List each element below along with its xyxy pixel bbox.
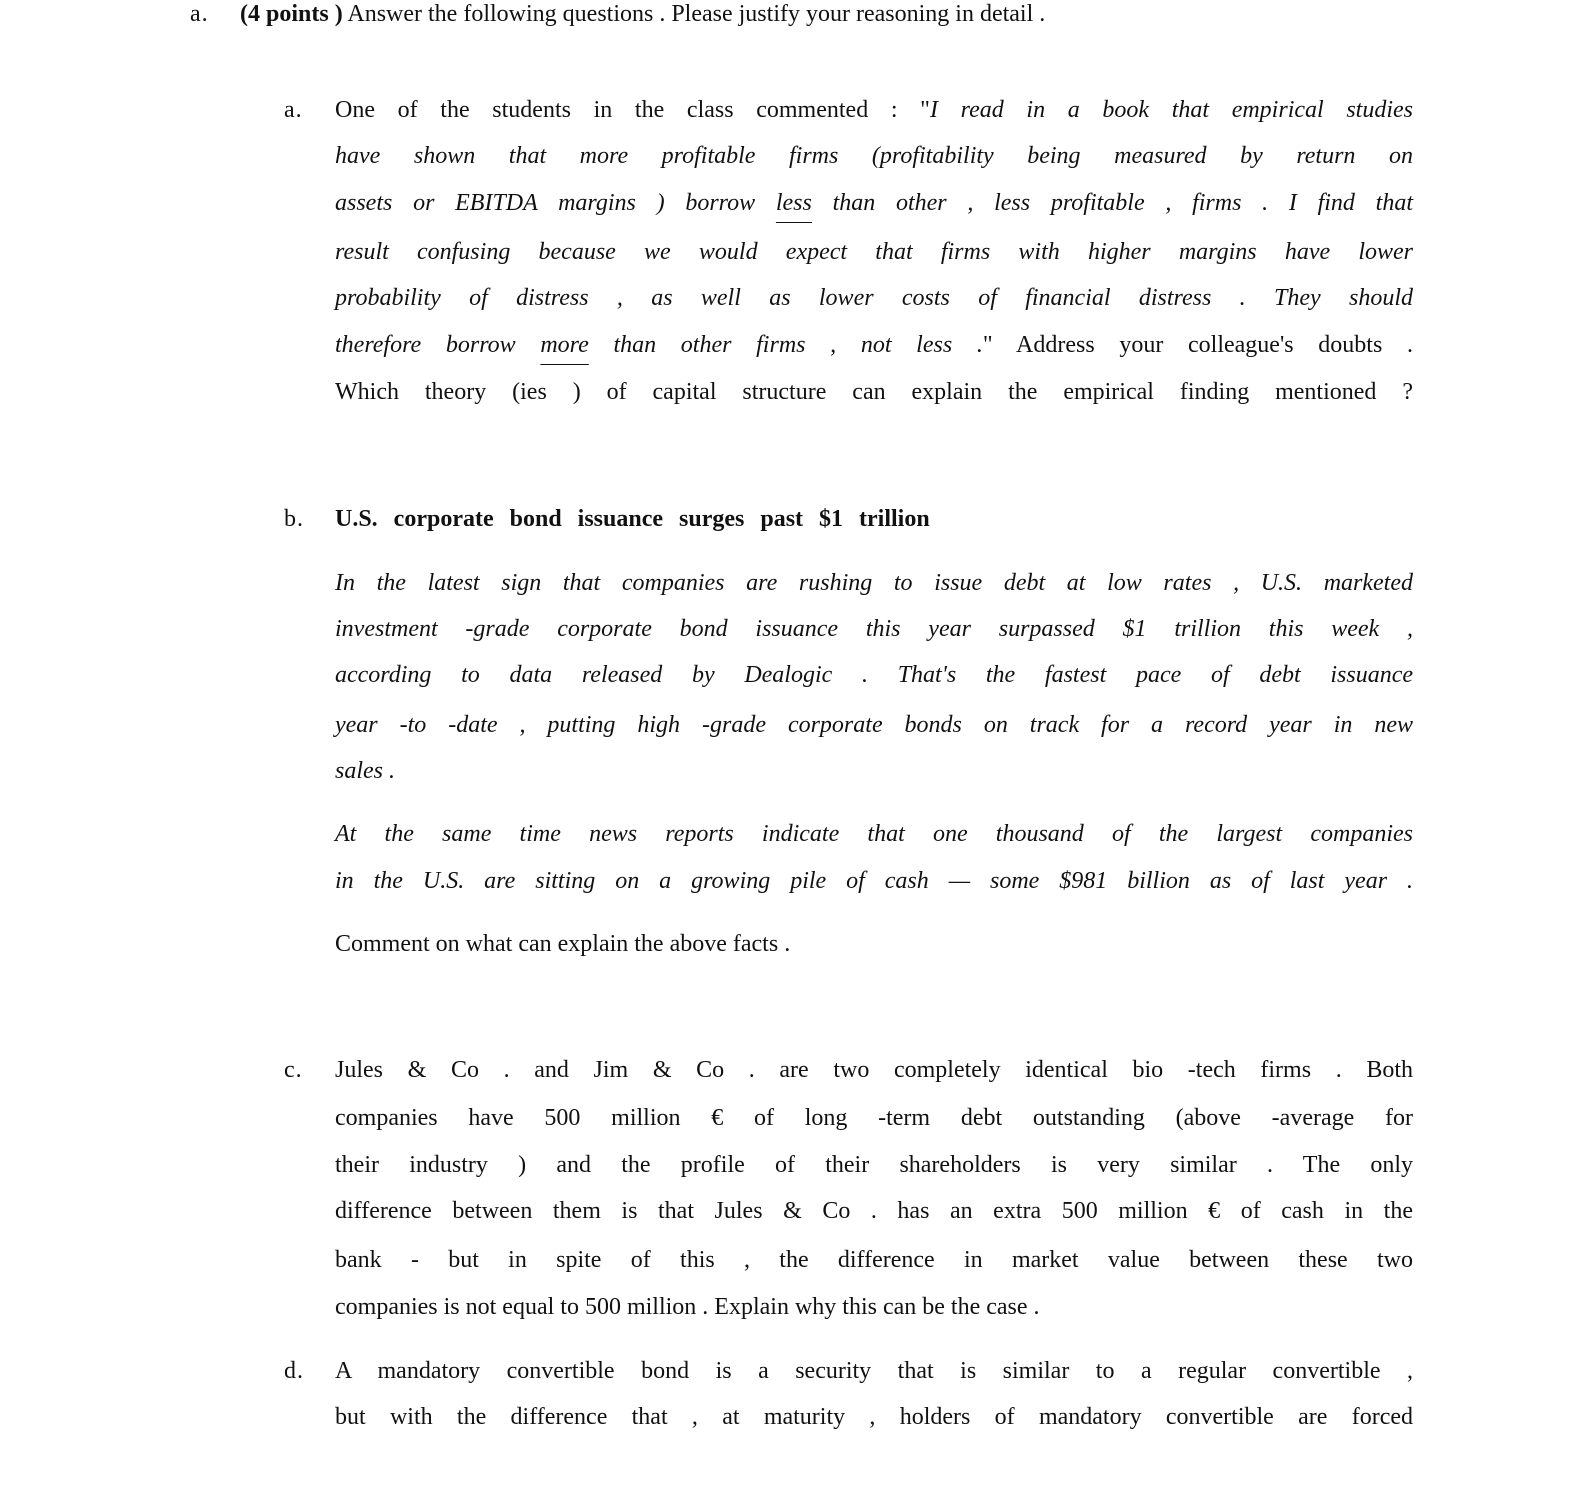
item-a-line-2: have shown that more profitable firms (profitability being measured by return on [335,143,1413,169]
item-c-line-1: Jules & Co . and Jim & Co . are two completely identical bio -tech firms . Both [335,1057,1413,1083]
item-a-line-5: probability of distress , as well as lower costs of financial distress . They should [335,285,1413,311]
item-b-p1-line-4: year -to -date , putting high -grade corporate bonds on track for a record year in new [335,712,1413,738]
item-c-marker: c. [284,1057,303,1083]
item-a-line-1-roman: One of the students in the class commented : " [335,97,930,123]
item-a-line-6-mid: than other firms , not less . [588,332,983,358]
item-a-line-6 [335,331,1413,359]
item-a-line-6-end: " Address your colleague's doubts . [982,332,1413,358]
question-instruction: Answer the following questions . Please justify your reasoning in detail . [342,1,1046,27]
item-c-line-2: companies have 500 million € of long -term debt outstanding (above -average for [335,1105,1413,1131]
item-a-line-3-start: assets or EBITDA margins ) borrow [335,190,776,216]
item-a-marker: a. [284,97,303,123]
item-c-line-5: bank - but in spite of this , the difference in market value between these two [335,1247,1413,1273]
item-b-comment: Comment on what can explain the above facts . [335,931,791,957]
item-d-line-2: but with the difference that , at maturity , holders of mandatory convertible are forced [335,1404,1413,1430]
item-c-line-6: companies is not equal to 500 million . Explain why this can be the case . [335,1294,1040,1320]
item-b-p2-line-1: At the same time news reports indicate that one thousand of the largest companies [335,821,1413,847]
item-b-p2-line-2: in the U.S. are sitting on a growing pile of cash — some $981 billion as of last year . [335,868,1413,894]
item-a-line-7: Which theory (ies ) of capital structure can explain the empirical finding mentioned ? [335,379,1413,405]
underlined-less: less [775,190,812,216]
question-header [240,0,1045,28]
item-b-marker: b. [284,506,304,532]
item-d-line-1: A mandatory convertible bond is a security that is similar to a regular convertible , [335,1358,1413,1384]
item-a-line-1-italic: I read in a book that empirical studies [929,97,1414,123]
item-b-p1-line-1: In the latest sign that companies are rushing to issue debt at low rates , U.S. marketed [335,570,1413,596]
item-c-line-3: their industry ) and the profile of their shareholders is very similar . The only [335,1152,1413,1178]
item-b-p1-line-5: sales . [335,758,395,784]
item-b-p1-line-2: investment -grade corporate bond issuance this year surpassed $1 trillion this week , [335,616,1413,642]
item-a-line-1 [335,96,1413,124]
item-c-line-4: difference between them is that Jules & Co . has an extra 500 million € of cash in the [335,1198,1413,1224]
points-label: (4 points ) [240,1,343,27]
item-a-line-6-start: therefore borrow [335,332,541,358]
underlined-more: more [540,332,589,358]
item-b-headline: U.S. corporate bond issuance surges past $1 trillion [335,506,930,532]
item-b-p1-line-3: according to data released by Dealogic . That's the fastest pace of debt issuance [335,662,1413,688]
item-a-line-3 [335,189,1413,217]
item-a-line-3-end: than other , less profitable , firms . I find that [811,190,1413,216]
item-d-marker: d. [284,1358,304,1384]
question-marker: a. [190,1,209,27]
item-a-line-4: result confusing because we would expect that firms with higher margins have lower [335,239,1413,265]
